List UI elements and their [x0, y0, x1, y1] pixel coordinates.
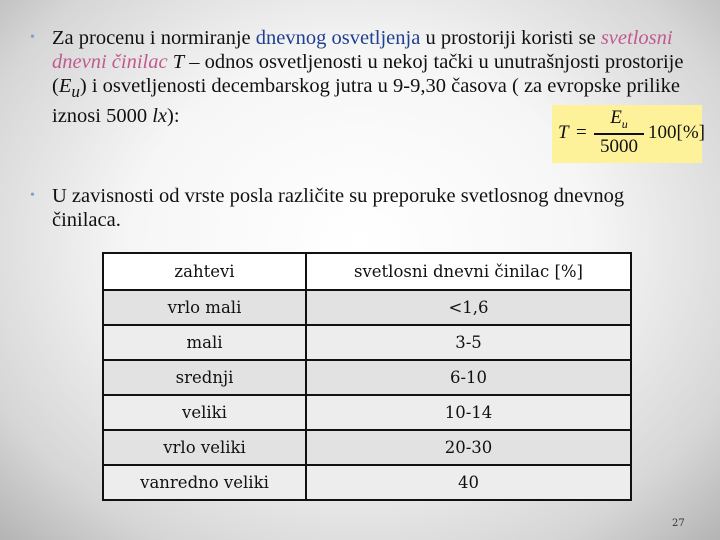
bullet-marker-icon: •: [30, 188, 35, 203]
text-run: Za procenu i normiranje: [52, 27, 256, 49]
cell-value: 20-30: [306, 430, 631, 465]
formula-factor: 100: [648, 122, 677, 143]
term-daylight-factor: svetlosni dnevni činilac: [52, 27, 673, 73]
header-requirements: zahtevi: [103, 253, 306, 290]
cell-value: 40: [306, 465, 631, 500]
cell-requirement: veliki: [103, 395, 306, 430]
header-daylight-factor: svetlosni dnevni činilac [%]: [306, 253, 631, 290]
daylight-factor-formula: [552, 105, 705, 163]
bullet-marker-icon: •: [30, 30, 35, 45]
cell-requirement: srednji: [103, 360, 306, 395]
table-row: [103, 395, 631, 430]
bullet-recommendations: [30, 184, 692, 232]
symbol-t: T: [172, 51, 185, 73]
formula-numerator-symbol: E: [610, 107, 622, 128]
formula-denominator: 5000: [600, 136, 638, 157]
cell-value: 6-10: [306, 360, 631, 395]
text-run: u prostoriji koristi se: [420, 27, 601, 49]
highlight-daylight: dnevnog osvetljenja: [255, 27, 421, 49]
cell-requirement: mali: [103, 325, 306, 360]
table-row: [103, 325, 631, 360]
formula-factor-unit: [648, 122, 705, 144]
symbol-e: E: [58, 75, 72, 97]
table-row: [103, 430, 631, 465]
formula-unit: [%]: [676, 122, 705, 143]
cell-value: 3-5: [306, 325, 631, 360]
text-run: ) i osvetljenosti decembarskog jutra u 9-9,30 časova ( za evropske prilike iznosi 5000: [52, 75, 680, 128]
page-number: 27: [672, 518, 685, 529]
table-row: [103, 290, 631, 325]
cell-value: <1,6: [306, 290, 631, 325]
fraction-bar: [594, 133, 644, 135]
formula-numerator: [596, 107, 642, 132]
table-row: [103, 465, 631, 500]
text-run: – odnos osvetljenosti u nekoj tački u unutrašnjosti prostorije (: [52, 51, 684, 97]
table-header-row: [103, 253, 631, 290]
cell-requirement: vanredno veliki: [103, 465, 306, 500]
formula-lhs: T: [558, 122, 569, 143]
cell-value: 10-14: [306, 395, 631, 430]
cell-requirement: vrlo mali: [103, 290, 306, 325]
recommendation-table: [102, 252, 632, 501]
table-row: [103, 360, 631, 395]
text-run: ):: [167, 105, 180, 128]
formula-numerator-subscript: u: [621, 116, 628, 131]
symbol-e-subscript: u: [71, 82, 80, 102]
cell-requirement: vrlo veliki: [103, 430, 306, 465]
formula-equals: =: [576, 122, 587, 143]
bullet-text: U zavisnosti od vrste posla različite su preporuke svetlosnog dnevnog činilaca.: [52, 185, 625, 231]
unit-lx: lx: [152, 105, 168, 128]
